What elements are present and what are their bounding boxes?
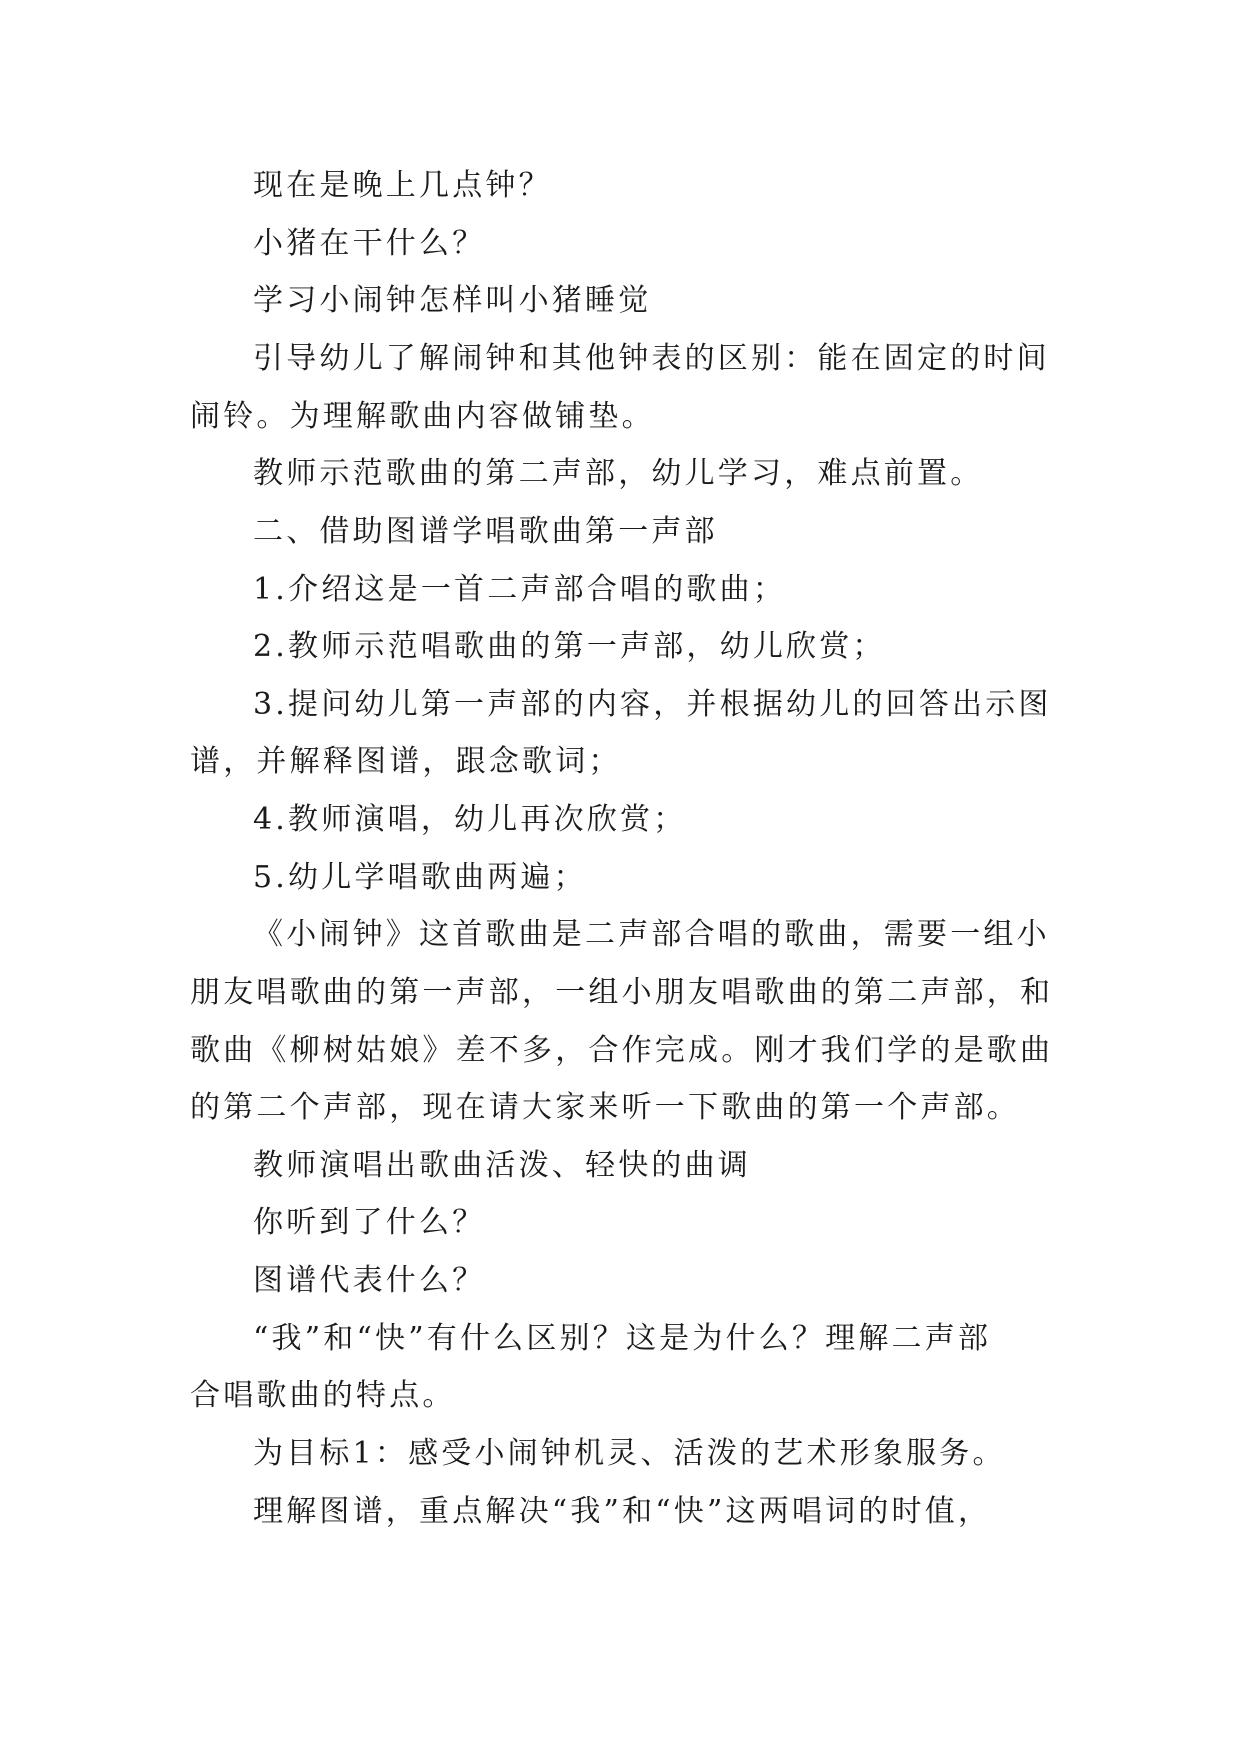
text-line: 小猪在干什么？: [253, 226, 486, 261]
text-line: 图谱代表什么？: [253, 1263, 486, 1298]
text-line: “我”和“快”有什么区别？这是为什么？理解二声部: [253, 1321, 992, 1356]
text-line: 合唱歌曲的特点。: [190, 1378, 456, 1413]
text-line: 学习小闹钟怎样叫小猪睡觉: [253, 283, 652, 318]
text-line: 理解图谱，重点解决“我”和“快”这两唱词的时值，: [253, 1494, 992, 1529]
text-line: 教师演唱出歌曲活泼、轻快的曲调: [253, 1148, 751, 1183]
text-line: 你听到了什么？: [253, 1205, 486, 1240]
text-line: 谱，并解释图谱，跟念歌词；: [190, 744, 622, 779]
section-heading: 二、借助图谱学唱歌曲第一声部: [253, 514, 718, 549]
text-line: 闹铃。为理解歌曲内容做铺垫。: [190, 399, 655, 434]
text-line: 朋友唱歌曲的第一声部，一组小朋友唱歌曲的第二声部，和: [190, 975, 1054, 1010]
text-line: 3.提问幼儿第一声部的内容，并根据幼儿的回答出示图: [253, 687, 1052, 722]
text-line: 教师示范歌曲的第二声部，幼儿学习，难点前置。: [253, 456, 984, 491]
text-line: 引导幼儿了解闹钟和其他钟表的区别：能在固定的时间: [253, 341, 1050, 376]
text-line: 2.教师示范唱歌曲的第一声部，幼儿欣赏；: [253, 629, 886, 664]
text-line: 的第二个声部，现在请大家来听一下歌曲的第一个声部。: [190, 1090, 1020, 1125]
text-line: 为目标1：感受小闹钟机灵、活泼的艺术形象服务。: [253, 1436, 1006, 1471]
text-line: 4.教师演唱，幼儿再次欣赏；: [253, 802, 687, 837]
text-line: 5.幼儿学唱歌曲两遍；: [253, 860, 587, 895]
text-line: 歌曲《柳树姑娘》差不多，合作完成。刚才我们学的是歌曲: [190, 1033, 1054, 1068]
text-line: 1.介绍这是一首二声部合唱的歌曲；: [253, 572, 787, 607]
text-line: 现在是晚上几点钟？: [253, 168, 552, 203]
text-line: 《小闹钟》这首歌曲是二声部合唱的歌曲，需要一组小: [253, 917, 1050, 952]
